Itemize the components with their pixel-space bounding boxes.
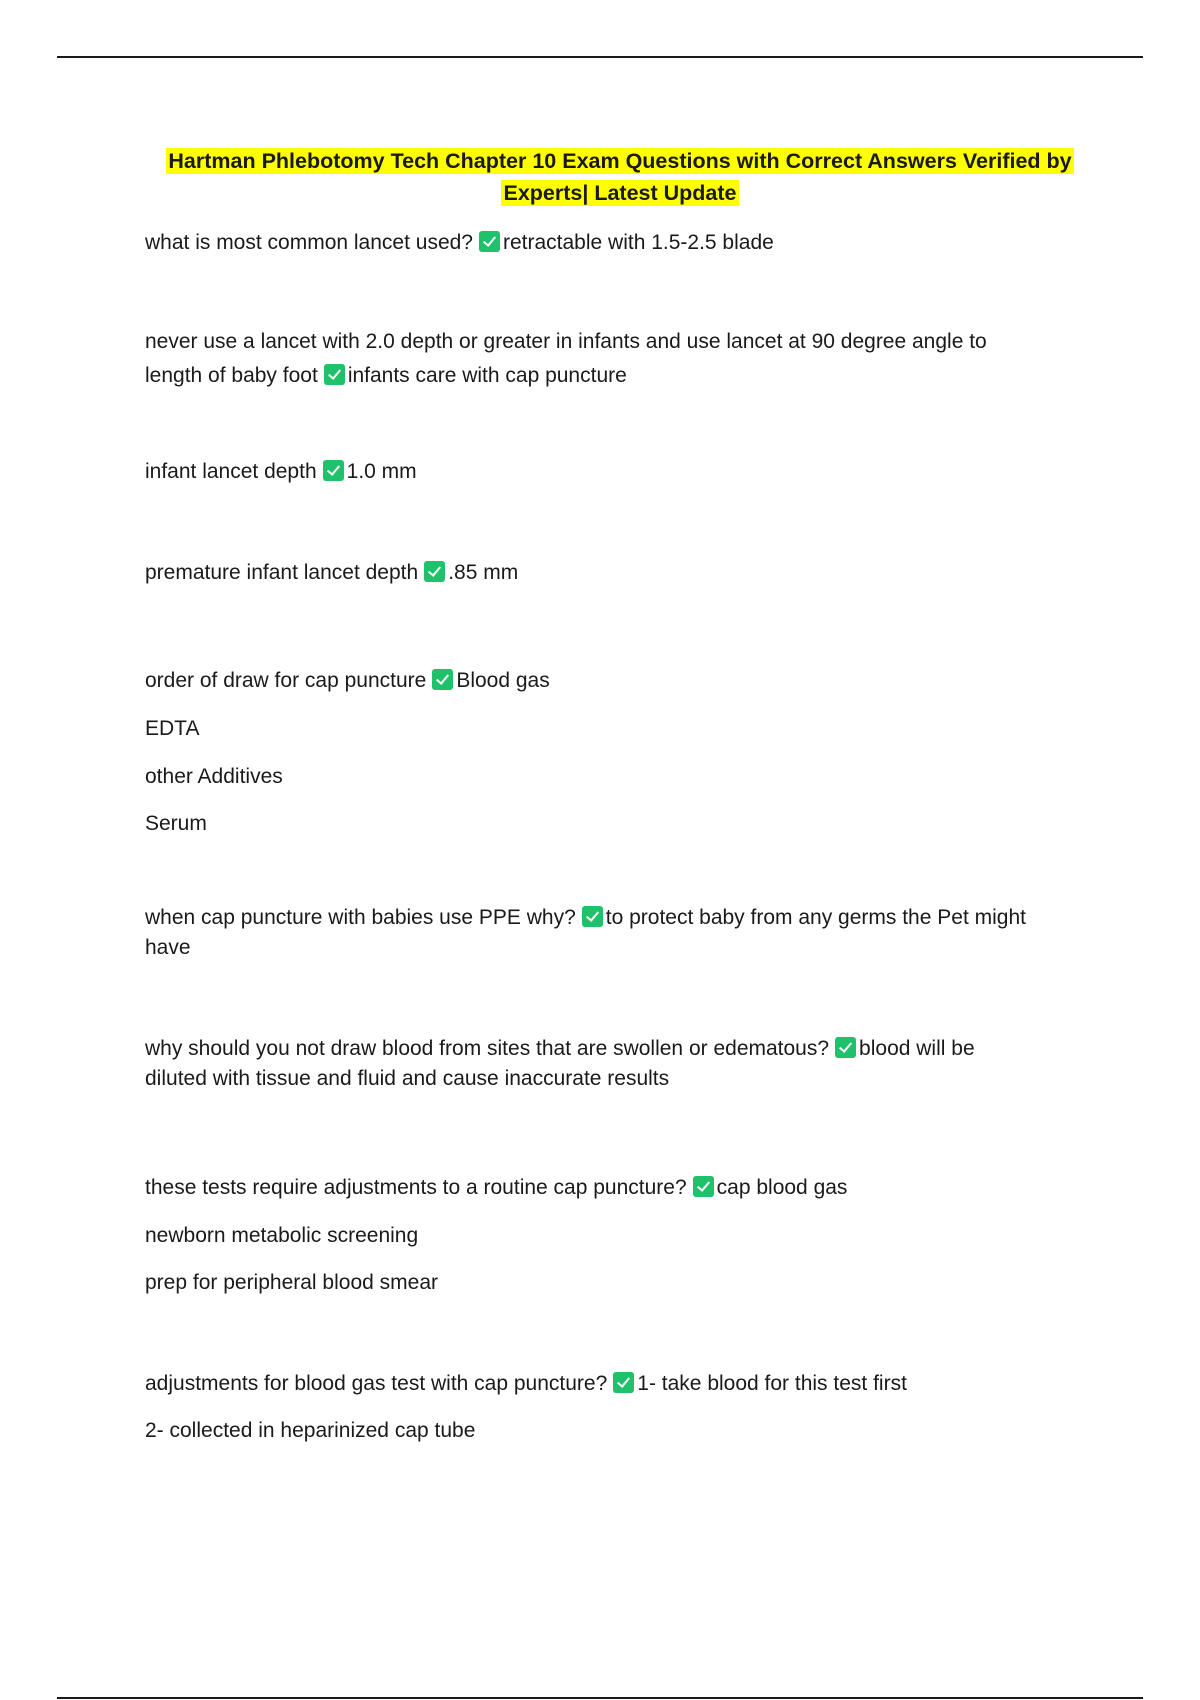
answer-line: newborn metabolic screening [145, 1224, 419, 1247]
answer-line-2: diluted with tissue and fluid and cause inaccurate results [145, 1067, 670, 1090]
question-text: when cap puncture with babies use PPE why? [145, 906, 576, 929]
green-checkbox-icon [479, 231, 500, 252]
answer-text: Blood gas [456, 669, 550, 692]
qa-item-9 [145, 1360, 1105, 1454]
top-rule [57, 56, 1143, 58]
question-text-line-1: never use a lancet with 2.0 depth or greater in infants and use lancet at 90 degree angle to [145, 330, 987, 353]
qa-item-7 [145, 1034, 1105, 1094]
answer-text: 1.0 mm [346, 460, 417, 483]
answer-text: .85 mm [448, 561, 519, 584]
question-text: what is most common lancet used? [145, 231, 473, 254]
answer-line: 2- collected in heparinized cap tube [145, 1419, 476, 1442]
bottom-rule [57, 1697, 1143, 1699]
qa-item-4 [145, 558, 1105, 588]
qa-item-3 [145, 457, 1105, 487]
title-line-1: Hartman Phlebotomy Tech Chapter 10 Exam Questions with Correct Answers Verified by [168, 149, 1072, 173]
question-text: infant lancet depth [145, 460, 317, 483]
green-checkbox-icon [582, 906, 603, 927]
qa-item-5 [145, 657, 1105, 847]
answer-line-2: have [145, 936, 191, 959]
green-checkbox-icon [432, 669, 453, 690]
green-checkbox-icon [424, 561, 445, 582]
green-checkbox-icon [613, 1372, 634, 1393]
qa-item-8 [145, 1164, 1105, 1306]
title-line-2: Experts| Latest Update [503, 181, 737, 205]
answer-text: 1- take blood for this test first [637, 1372, 907, 1395]
question-text-line-2: length of baby foot [145, 364, 318, 387]
answer-text: cap blood gas [716, 1176, 848, 1199]
question-text: adjustments for blood gas test with cap puncture? [145, 1372, 608, 1395]
qa-item-6 [145, 903, 1105, 963]
green-checkbox-icon [324, 364, 345, 385]
answer-text: to protect baby from any germs the Pet might [605, 906, 1026, 929]
question-text: why should you not draw blood from sites that are swollen or edematous? [145, 1037, 830, 1060]
answer-line: EDTA [145, 717, 200, 740]
answer-text: blood will be [859, 1037, 975, 1060]
answer-line: prep for peripheral blood smear [145, 1271, 438, 1294]
question-text: premature infant lancet depth [145, 561, 419, 584]
qa-item-1 [145, 228, 1105, 258]
green-checkbox-icon [693, 1176, 714, 1197]
question-text: these tests require adjustments to a routine cap puncture? [145, 1176, 687, 1199]
question-text: order of draw for cap puncture [145, 669, 427, 692]
answer-line: Serum [145, 812, 207, 835]
answer-text: infants care with cap puncture [347, 364, 627, 387]
qa-item-2 [145, 325, 1105, 393]
green-checkbox-icon [835, 1037, 856, 1058]
answer-line: other Additives [145, 765, 283, 788]
green-checkbox-icon [323, 460, 344, 481]
answer-text: retractable with 1.5-2.5 blade [502, 231, 774, 254]
document-title [160, 145, 1080, 209]
